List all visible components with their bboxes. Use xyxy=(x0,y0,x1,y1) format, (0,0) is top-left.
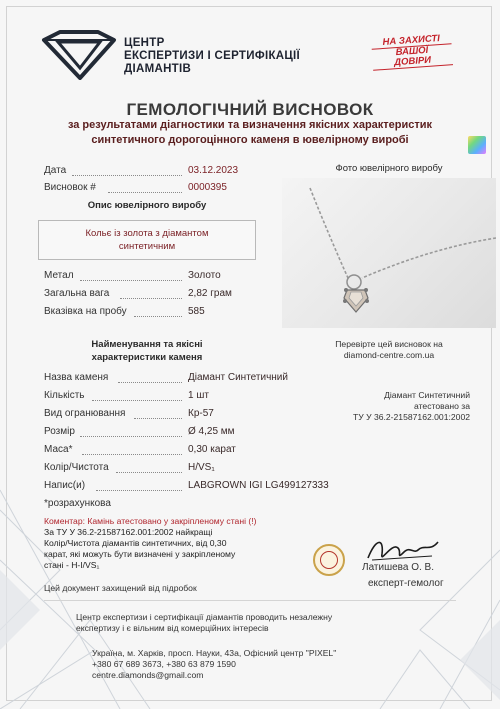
disclaimer-block xyxy=(76,612,436,634)
inscription-label: Напис(и) xyxy=(44,480,86,491)
document-subtitle xyxy=(30,118,470,148)
comment-line-1: Коментар: Камінь атестовано у закріпленому стані (!) xyxy=(44,516,257,526)
verify-link[interactable]: diamond-centre.com.ua xyxy=(343,350,435,360)
stone-name-value: Діамант Синтетичний xyxy=(188,372,288,383)
weight-leader xyxy=(120,298,182,299)
trust-stamp-line-1: НА ЗАХИСТІ xyxy=(371,33,452,50)
metal-value: Золото xyxy=(188,270,221,281)
protection-note: Цей документ захищений від підробок xyxy=(44,583,197,593)
seal-icon xyxy=(313,544,345,576)
number-value: 0000395 xyxy=(188,182,227,193)
comment-line-3: Колір/Чистота діамантів синтетичних, від 0,30 xyxy=(44,538,227,548)
quantity-label: Кількість xyxy=(44,390,85,401)
date-leader xyxy=(72,175,182,176)
disclaimer-line-1: Центр експертизи і сертифікації діамантів проводить незалежну xyxy=(76,612,333,622)
date-value: 03.12.2023 xyxy=(188,165,239,176)
size-label: Розмір xyxy=(44,426,75,437)
mass-value: 0,30 карат xyxy=(188,444,236,455)
certification-block xyxy=(282,390,470,423)
necklace-illustration xyxy=(282,178,496,328)
certification-line-1: Діамант Синтетичний xyxy=(384,390,470,400)
stone-name-leader xyxy=(118,382,182,383)
mass-leader xyxy=(82,454,182,455)
stone-section-title-line-1: Найменування та якісні xyxy=(91,339,203,350)
certification-line-2: атестовано за xyxy=(413,401,470,411)
comment-block xyxy=(44,516,324,571)
expert-role: експерт-гемолог xyxy=(368,578,444,589)
hallmark-leader xyxy=(134,316,182,317)
photo-title: Фото ювелірного виробу xyxy=(335,163,443,174)
subtitle-line-1: за результатами діагностики та визначення якісних характеристик xyxy=(67,119,433,131)
quantity-leader xyxy=(92,400,182,401)
signature-scribble xyxy=(362,532,442,566)
contacts-block xyxy=(92,648,412,681)
item-description-line-2: синтетичним xyxy=(118,241,176,252)
disclaimer-line-2: експертизу і є вільним від комерційних інтересів xyxy=(76,623,269,633)
hallmark-label: Вказівка на пробу xyxy=(44,306,127,317)
comment-line-2: За ТУ У 36.2-21587162.001:2002 найкращі xyxy=(44,527,213,537)
inscription-value: LABGROWN IGI LG499127333 xyxy=(188,480,329,491)
phone-line[interactable]: +380 67 689 3673, +380 63 879 1590 xyxy=(92,659,236,669)
subtitle-line-2: синтетичного дорогоцінного каменя в ювелірному виробі xyxy=(91,134,409,146)
weight-value: 2,82 грам xyxy=(188,288,232,299)
color-clarity-label: Колір/Чистота xyxy=(44,462,109,473)
expert-name: Латишева О. В. xyxy=(362,562,434,573)
stone-name-label: Назва каменя xyxy=(44,372,109,383)
date-label: Дата xyxy=(44,165,67,176)
size-value: Ø 4,25 мм xyxy=(188,426,235,437)
color-clarity-leader xyxy=(116,472,182,473)
comment-line-4: карат, які можуть бути визначені у закріпленому xyxy=(44,549,236,559)
footnote: *розрахункова xyxy=(44,498,111,509)
inscription-leader xyxy=(96,490,182,491)
stone-section-title-line-2: характеристики каменя xyxy=(91,352,203,363)
weight-label: Загальна вага xyxy=(44,288,110,299)
footer-divider xyxy=(44,600,456,601)
number-label: Висновок # xyxy=(44,182,96,193)
trust-stamp xyxy=(371,33,453,71)
item-description-box xyxy=(38,220,256,260)
org-name-line-2: ЕКСПЕРТИЗИ І СЕРТИФІКАЦІЇ xyxy=(124,50,301,62)
metal-leader xyxy=(80,280,182,281)
trust-stamp-line-3: ДОВІРИ xyxy=(372,54,453,71)
verify-block xyxy=(282,339,496,361)
quantity-value: 1 шт xyxy=(188,390,209,401)
mass-label: Маса* xyxy=(44,444,73,455)
hologram-sticker xyxy=(468,136,486,154)
org-name-line-1: ЦЕНТР xyxy=(124,37,165,49)
cut-leader xyxy=(134,418,182,419)
document-title: ГЕМОЛОГІЧНИЙ ВИСНОВОК xyxy=(126,100,374,119)
certification-line-3: ТУ У 36.2-21587162.001:2002 xyxy=(353,412,470,422)
org-name-line-3: ДІАМАНТІВ xyxy=(124,63,192,75)
trust-stamp-line-2: ВАШОЇ xyxy=(395,44,429,59)
metal-label: Метал xyxy=(44,270,74,281)
size-leader xyxy=(80,436,182,437)
verify-line-1: Перевірте цей висновок на xyxy=(335,339,443,349)
jewelry-photo xyxy=(282,178,496,328)
cut-label: Вид огранювання xyxy=(44,408,126,419)
item-section-title: Опис ювелірного виробу xyxy=(87,200,207,211)
cut-value: Кр-57 xyxy=(188,408,214,419)
color-clarity-value: H/VS₁ xyxy=(188,462,215,473)
address-line: Україна, м. Харків, просп. Науки, 43а, Офісний центр "PIXEL" xyxy=(92,648,337,658)
email-line[interactable]: centre.diamonds@gmail.com xyxy=(92,670,204,680)
number-leader xyxy=(108,192,182,193)
hallmark-value: 585 xyxy=(188,306,205,317)
comment-line-5: стані - H-I/VS₁ xyxy=(44,560,100,570)
stone-section-title xyxy=(38,338,256,364)
item-description-line-1: Кольє із золота з діамантом xyxy=(85,228,209,239)
diamond-logo xyxy=(40,30,118,80)
